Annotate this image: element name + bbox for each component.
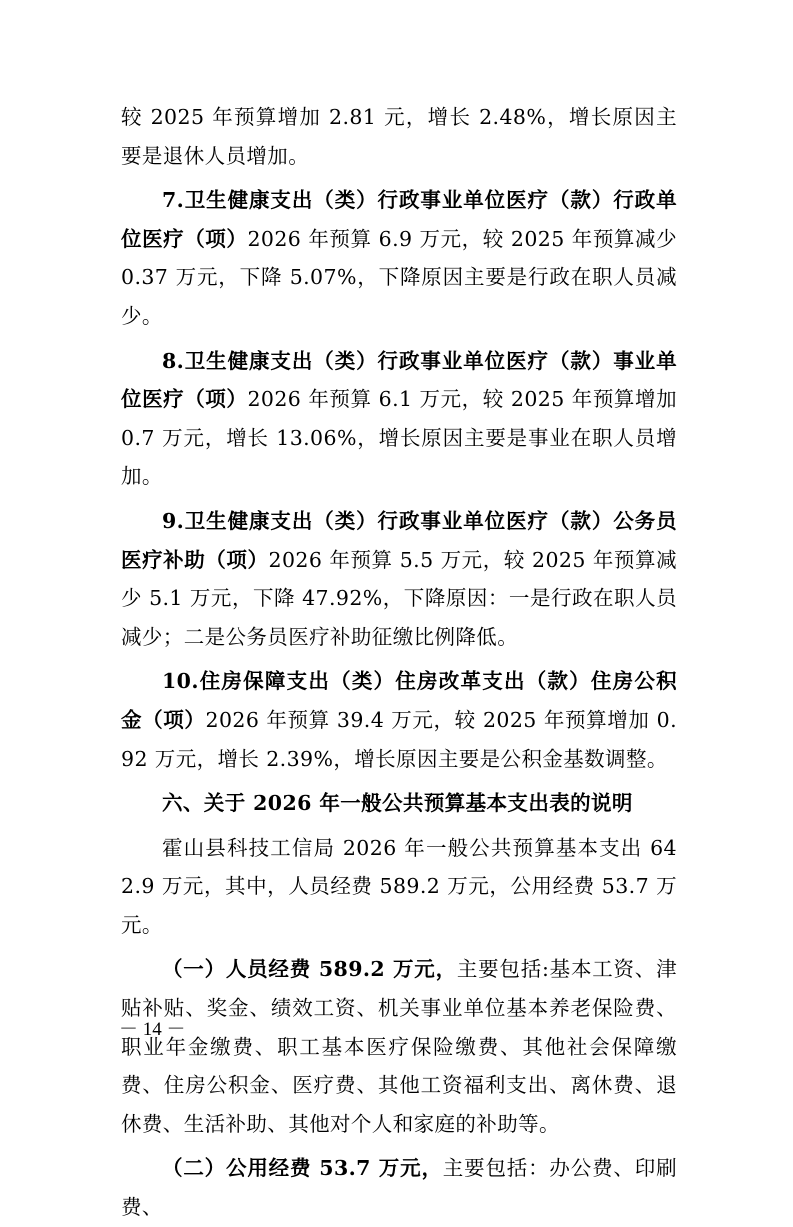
paragraph-text: 较 2025 年预算增加 2.81 元，增长 2.48%，增长原因主要是退休人员增加。 xyxy=(121,105,677,168)
paragraph-text: 霍山县科技工信局 2026 年一般公共预算基本支出 642.9 万元，其中，人员经费 589.2 万元，公用经费 53.7 万元。 xyxy=(121,835,677,937)
item-heading: （二）公用经费 53.7 万元， xyxy=(162,1156,443,1181)
paragraph-text: 主要包括：办公费、印刷费、 xyxy=(121,1156,677,1220)
paragraph-text: 2026 年预算 6.9 万元，较 2025 年预算减少 0.37 万元，下降 5.07%，下降原因主要是行政在职人员减少。 xyxy=(121,226,677,328)
document-body xyxy=(121,98,677,1227)
paragraph-public-expenses xyxy=(121,1149,677,1226)
paragraph-public-institution-medical xyxy=(121,342,677,496)
item-heading: 7.卫生健康支出（类）行政事业单位医疗（款）行政单位医疗（项） xyxy=(121,188,677,251)
paragraph-text: 2026 年预算 39.4 万元，较 2025 年预算增加 0.92 万元，增长 2.39%，增长原因主要是公积金基数调整。 xyxy=(121,707,677,771)
item-heading: （一）人员经费 589.2 万元， xyxy=(162,957,457,982)
item-heading: 8.卫生健康支出（类）行政事业单位医疗（款）事业单位医疗（项） xyxy=(121,348,677,412)
section-title: 六、关于 2026 年一般公共预算基本支出表的说明 xyxy=(162,791,633,816)
paragraph-civil-servant-medical-subsidy xyxy=(121,502,677,656)
paragraph-text: 2026 年预算 6.1 万元，较 2025 年预算增加 0.7 万元，增长 13.06%，增长原因主要是事业在职人员增加。 xyxy=(121,387,677,489)
paragraph-personnel-expenses xyxy=(121,950,677,1143)
paragraph-admin-unit-medical xyxy=(121,181,677,335)
paragraph-basic-expenditure-summary xyxy=(121,829,677,945)
page-number: － 14 － xyxy=(119,1019,186,1040)
paragraph-housing-provident-fund xyxy=(121,662,677,778)
paragraph-retiree-increase xyxy=(121,98,677,175)
paragraph-text: 2026 年预算 5.5 万元，较 2025 年预算减少 5.1 万元，下降 47.92%，下降原因：一是行政在职人员减少；二是公务员医疗补助征缴比例降低。 xyxy=(121,547,677,649)
paragraph-text: 主要包括:基本工资、津贴补贴、奖金、绩效工资、机关事业单位基本养老保险费、职业年金缴费、职工基本医疗保险缴费、其他社会保障缴费、住房公积金、医疗费、其他工资福利支出、离休费、退休费、生活补助、其他对个人和家庭的补助等。 xyxy=(121,957,677,1136)
item-heading: 10.住房保障支出（类）住房改革支出（款）住房公积金（项） xyxy=(121,669,677,732)
item-heading: 9.卫生健康支出（类）行政事业单位医疗（款）公务员医疗补助（项） xyxy=(121,508,677,572)
